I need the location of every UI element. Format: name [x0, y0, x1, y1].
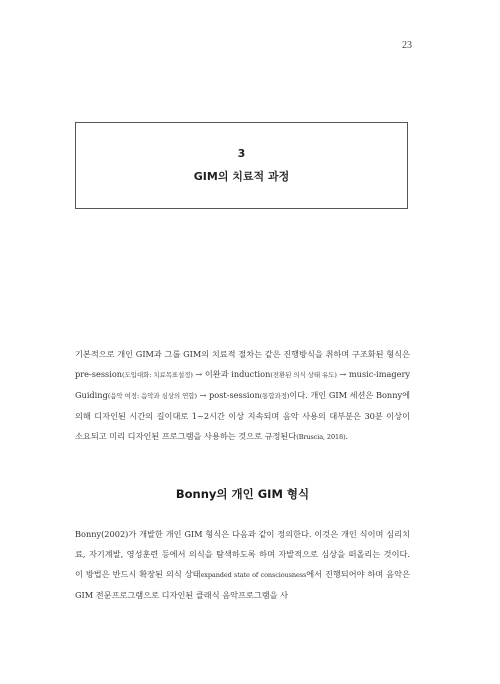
intro-text-2: → 이완과 induction	[192, 369, 271, 379]
chapter-title: GIM의 치료적 과정	[193, 170, 290, 183]
bonny-note-1: expanded state of consciousness	[200, 571, 307, 579]
intro-note-1: (도입대화: 치료목표설정)	[122, 371, 193, 379]
page-number: 23	[402, 40, 412, 51]
chapter-title-box	[75, 122, 408, 209]
bonny-paragraph	[75, 524, 410, 605]
intro-note-2: (전환된 의식 상태 유도)	[270, 371, 337, 379]
chapter-number: 3	[237, 147, 246, 160]
intro-note-3: (음악 여정: 음악과 심상의 연합)	[107, 392, 197, 400]
section-heading: Bonny의 개인 GIM 형식	[175, 487, 310, 501]
bonny-text-2: 에서 진행되어야 하며 음악은 GIM 전문프로그램으로 디자인된 클래식 음악프로그램을 사	[75, 569, 410, 600]
intro-text-1: 기본적으로 개인 GIM과 그룹 GIM의 치료적 절차는 같은 진행방식을 취하며 구조화된 형식은 pre-session	[75, 349, 410, 379]
intro-text-5: 이다. 개인 GIM 세션은 Bonny에 의해 디자인된 시간의 길이대로 1~2시간 이상 지속되며 음악 사용의 대부분은 30분 이상이 소요되고 미리 디자인된 프로그램을 사용하는 것으로 규정된다	[75, 390, 411, 441]
intro-paragraph	[75, 344, 410, 447]
intro-text-3: → music-imagery Guiding	[75, 369, 411, 400]
intro-citation: (Bruscia, 2018)	[296, 433, 346, 441]
intro-note-4: (통합과정)	[259, 392, 290, 400]
intro-text-6: .	[345, 431, 349, 441]
bonny-text-1: Bonny(2002)가 개발한 개인 GIM 형식은 다음과 같이 정의한다. 이것은 개인 식이며 심리치료, 자기계발, 영성훈련 등에서 의식을 탐색하도록 하며 자발적으로 심상을 떠올리는 것이다. 이 방법은 반드시 확장된 의식 상태	[75, 529, 410, 579]
intro-text-4: → post-session	[196, 390, 260, 400]
